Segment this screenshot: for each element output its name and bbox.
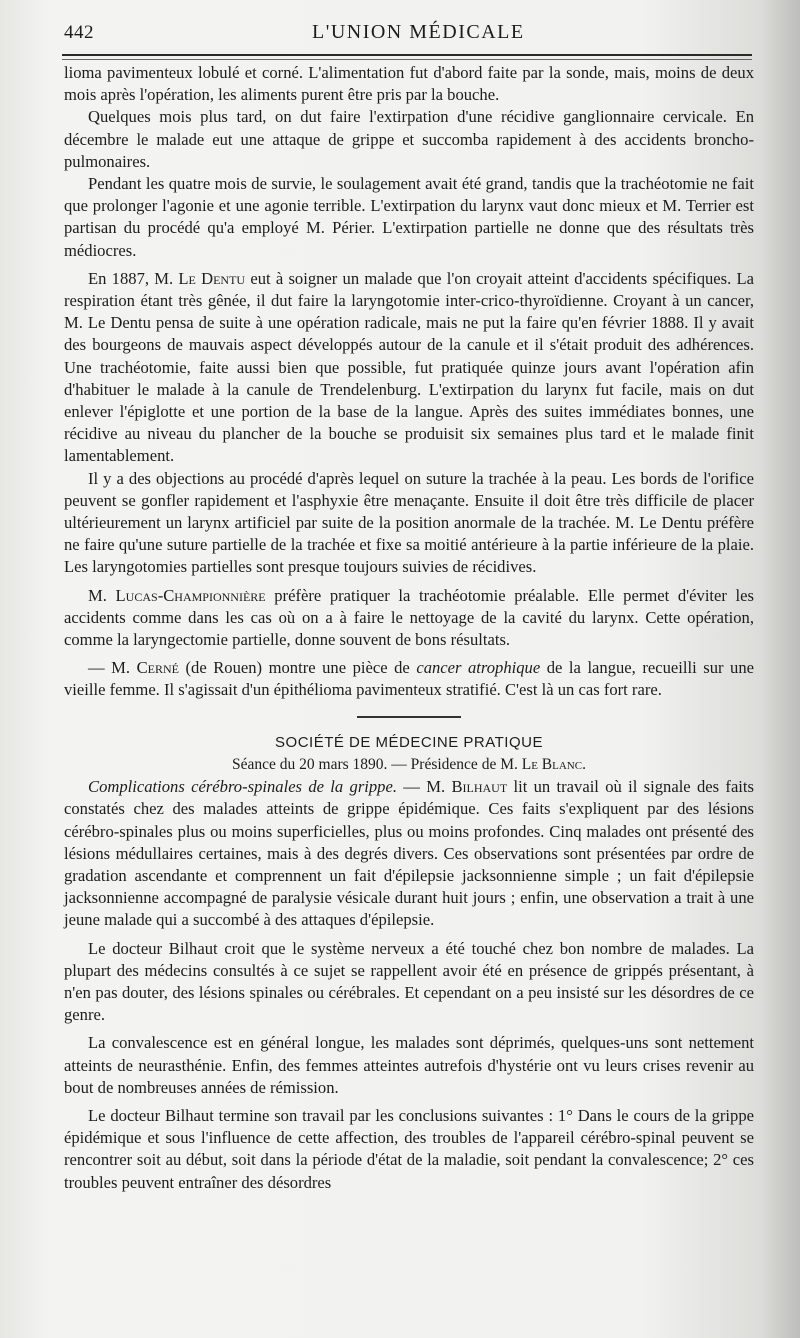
header-rule — [62, 54, 752, 56]
topic-title: Complications cérébro-spinales de la grippe. — [88, 777, 397, 797]
seance-line — [64, 754, 754, 776]
paragraph-6-text-a: M. — [88, 585, 116, 605]
paragraph-4 — [64, 268, 754, 468]
paragraph-10: La convalescence est en général longue, les malades sont déprimés, quelques-uns sont nettement atteints de neurasthénie. Enfin, des femmes atteintes autrefois d'hystérie ont vu leurs crises revenir au bout de nombreuses années de rémission. — [64, 1033, 754, 1097]
person-name: Bilhaut — [451, 777, 508, 797]
paragraph-1: lioma pavimenteux lobulé et corné. L'alimentation fut d'abord faite par la sonde, mais, moins de deux mois après l'opération, les aliments purent être pris par la bouche. — [64, 63, 754, 105]
paragraph-2: Quelques mois plus tard, on dut faire l'extirpation d'une récidive ganglionnaire cervicale. En décembre le malade eut une attaque de grippe et succomba rapidement à des accidents broncho-pulmonaires. — [64, 107, 754, 171]
running-title: L'UNION MÉDICALE — [312, 21, 525, 43]
person-name: Lucas-Championnière — [115, 585, 266, 605]
paragraph-6-text-b: préfère pratiquer la trachéotomie préalable. Elle permet d'éviter les accidents comme dans les cas où on a à faire le nettoyage de la cavité du larynx. Cette opération, comme la laryngectomie partielle, donne souvent de bons résultats. — [64, 585, 754, 650]
paragraph-7-text-c: de la langue, recueilli sur une vieille femme. Il s'agissait d'un épithélioma pavimenteux stratifié. C'est là un cas fort rare. — [64, 658, 754, 700]
section-divider — [357, 716, 461, 718]
italic-term: cancer atrophique — [416, 658, 541, 678]
paragraph-3: Pendant les quatre mois de survie, le soulagement avait été grand, tandis que la trachéotomie ne fait que prolonger l'agonie et une agonie terrible. L'extirpation du larynx vaut donc mieux et M. Terrier est partisan du procédé qu'a employé M. Périer. L'extirpation partielle ne donne que des résultats très médiocres. — [64, 174, 754, 260]
paragraph-11: Le docteur Bilhaut termine son travail par les conclusions suivantes : 1° Dans le cours de la grippe épidémique et sous l'influence de cette affection, des troubles de l'appareil cérébro-spinal peuvent se rencontrer soit au début, soit dans la période d'état de la maladie, soit pendant la convalescence; 2° ces troubles peuvent entraîner des désordres — [64, 1105, 754, 1192]
paragraph-8-text-b: lit un travail où il signale des faits constatés chez des malades atteints de grippe épidémique. Ces faits s'expliquent par des lésions cérébro-spinales plus ou moins superficielles, plus ou moins profondes. Cinq malades ont présenté des lésions médullaires certaines, mais à des degrés divers. Ces observations sont présentées par ordre de gradation ascendante et comprennent un fait d'épilepsie jacksonnienne simple ; un fait d'épilepsie jacksonnienne accompagné de paralysie vésicale durant huit jours ; enfin, une observation a trait à une jeune malade qui a succombé à des attaques d'épilepsie. — [64, 777, 754, 930]
page-header — [62, 14, 752, 54]
paragraph-4-text-a: En 1887, M. — [88, 268, 179, 288]
paragraph-8-text-a: — M. — [397, 777, 452, 797]
paragraph-7-text-b: (de Rouen) montre une pièce de — [178, 658, 417, 678]
seance-text-a: Séance du 20 mars 1890. — Présidence de M. — [232, 755, 522, 773]
paragraph-8 — [64, 776, 754, 931]
seance-text-b: . — [582, 755, 586, 773]
person-name: Cerné — [136, 658, 179, 678]
section-title: SOCIÉTÉ DE MÉDECINE PRATIQUE — [275, 733, 543, 751]
article-body — [64, 62, 754, 1194]
paragraph-4-text-b: eut à soigner un malade que l'on croyait atteint d'accidents spécifiques. La respiration étant très gênée, il dut faire la laryngotomie inter-crico-thyroïdienne. Croyant à un cancer, M. Le Dentu pensa de suite à une opération radicale, mais ne put la faire qu'en février 1888. Il y avait des bourgeons de mauvais aspect développés autour de la canule et il s'était produit des adhérences. Une trachéotomie, faite aussi bien que possible, fut pratiquée quinze jours avant l'opération afin d'habituer le malade à la canule de Trendelenburg. L'extirpation du larynx fut facile, mais on dut enlever l'épiglotte et une portion de la base de la langue. Après des suites immédiates bonnes, une récidive au niveau du plancher de la bouche se produisit six semaines plus tard et le malade finit lamentablement. — [64, 268, 754, 466]
paragraph-7 — [64, 657, 754, 701]
paragraph-6 — [64, 585, 754, 652]
page-number: 442 — [64, 22, 94, 43]
president-name: Le Blanc — [521, 755, 583, 773]
header-rule-thin — [62, 59, 752, 60]
paragraph-9: Le docteur Bilhaut croit que le système nerveux a été touché chez bon nombre de malades. La plupart des médecins consultés à ce sujet se rappellent avoir été en présence de grippés présentant, à n'en pas douter, des lésions spinales ou cérébrales. Et cependant on a peu insisté sur les désordres de ce genre. — [64, 938, 754, 1025]
paragraph-7-text-a: — M. — [88, 658, 137, 678]
paragraph-5: Il y a des objections au procédé d'après lequel on suture la trachée à la peau. Les bords de l'orifice peuvent se gonfler rapidement et l'asphyxie être menaçante. Ensuite il doit être très difficile de placer ultérieurement un larynx artificiel par suite de la position anormale de la trachée. M. Le Dentu préfère ne faire qu'une suture partielle de la trachée et fixe sa moitié antérieure à la partie inférieure de la plaie. Les laryngotomies partielles sont presque toujours suivies de récidives. — [64, 468, 754, 577]
person-name: Le Dentu — [178, 268, 246, 288]
